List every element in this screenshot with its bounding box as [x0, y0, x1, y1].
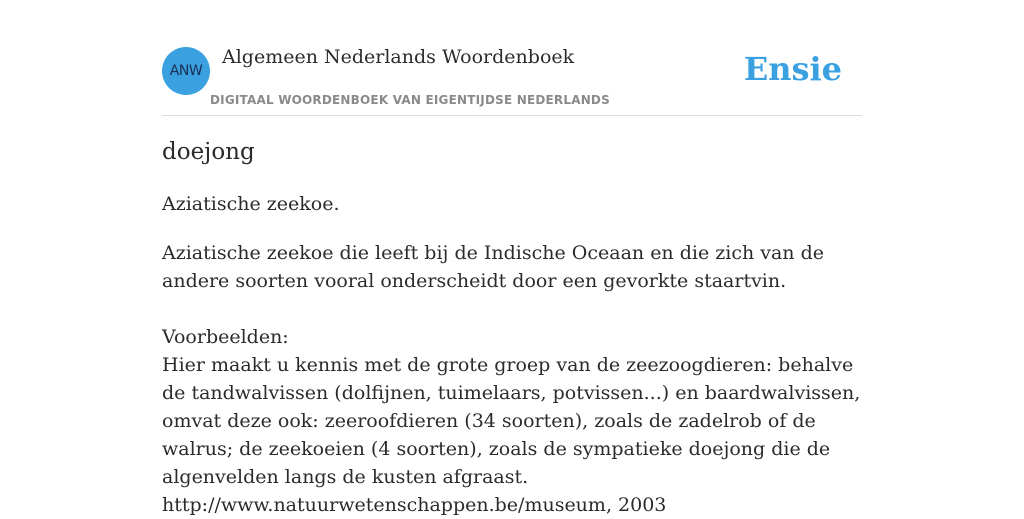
examples-label: Voorbeelden: — [162, 326, 289, 348]
site-subtitle: DIGITAAL WOORDENBOEK VAN EIGENTIJDSE NEDERLANDS — [210, 93, 610, 107]
entry-short-definition: Aziatische zeekoe. — [162, 193, 340, 215]
anw-logo[interactable]: ANW — [162, 47, 210, 95]
ensie-brand-link[interactable]: Ensie — [743, 50, 842, 88]
page — [162, 0, 862, 516]
spacer — [162, 295, 862, 323]
site-header — [162, 0, 862, 116]
site-title[interactable]: Algemeen Nederlands Woordenboek — [222, 46, 575, 68]
example-source: http://www.natuurwetenschappen.be/museum, 2003 — [162, 494, 667, 516]
entry-body — [162, 239, 862, 519]
example-text: Hier maakt u kennis met de grote groep van de zeezoogdieren: behalve de tandwalvissen (dolfijnen, tuimelaars, potvissen...) en baardwalvissen, omvat deze ook: zeeroofdieren (34 soorten), zoals de zadelrob of de walrus; de zeekoeien (4 soorten), zoals de sympatieke doejong die de algenvelden langs de kusten afgraast. — [162, 354, 861, 488]
entry-definition: Aziatische zeekoe die leeft bij de Indische Oceaan en die zich van de andere soorten vooral onderscheidt door een gevorkte staartvin. — [162, 242, 824, 292]
entry-headword: doejong — [162, 139, 255, 165]
